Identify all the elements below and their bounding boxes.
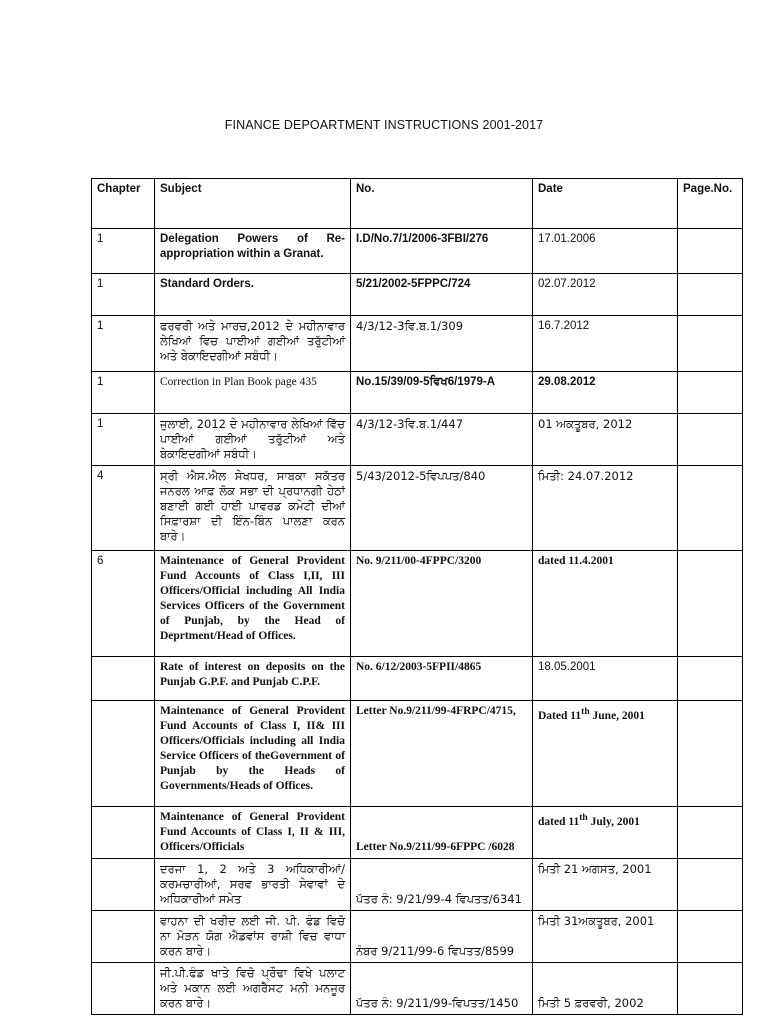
table-row bbox=[92, 551, 743, 657]
number-cell: No.15/39/09-5ਵਿਖ6/1979-A bbox=[351, 372, 533, 414]
table-row bbox=[92, 807, 743, 859]
subject-cell: ਦਰਜਾ 1, 2 ਅਤੇ 3 ਅਧਿਕਾਰੀਆਂ/ਕਰਮਚਾਰੀਆਂ, ਸਰਵ ਭਾਰਤੀ ਸੇਵਾਵਾਂ ਦੇ ਅਧਿਕਾਰੀਆਂ ਸਮੇਤ bbox=[155, 859, 351, 911]
date-cell: 17.01.2006 bbox=[533, 229, 678, 274]
header-no: No. bbox=[351, 179, 533, 229]
subject-cell: Standard Orders. bbox=[155, 274, 351, 316]
number-cell: No. 9/211/00-4FPPC/3200 bbox=[351, 551, 533, 657]
date-cell: ਮਿਤੀ: 24.07.2012 bbox=[533, 466, 678, 551]
table-row bbox=[92, 963, 743, 1015]
page-cell bbox=[678, 963, 743, 1015]
subject-cell: Correction in Plan Book page 435 bbox=[155, 372, 351, 414]
number-cell: Letter No.9/211/99-6FPPC /6028 bbox=[351, 807, 533, 859]
number-cell: No. 6/12/2003-5FPII/4865 bbox=[351, 657, 533, 701]
date-cell: 29.08.2012 bbox=[533, 372, 678, 414]
table-row bbox=[92, 859, 743, 911]
date-ordinal-suffix: th bbox=[581, 706, 590, 717]
number-cell: 4/3/12-3ਵਿ.ਬ.1/309 bbox=[351, 316, 533, 372]
subject-cell: ਜੀ.ਪੀ.ਫੰਡ ਖਾਤੇ ਵਿਚੋ ਪ੍ਰੌਢਾ ਵਿਖੇ ਪਲਾਟ ਅਤੇ ਮਕਾਨ ਲਈ ਅਗਰੈਸਟ ਮਨੀ ਮਨਜੂਰ ਕਰਨ ਬਾਰੇ। bbox=[155, 963, 351, 1015]
date-text: Dated 11 bbox=[538, 709, 582, 722]
chapter-cell: 1 bbox=[92, 372, 155, 414]
number-cell: ਨੰਬਰ 9/211/99-6 ਵਿਪਤਤ/8599 bbox=[351, 911, 533, 963]
page-cell bbox=[678, 701, 743, 807]
table-row bbox=[92, 372, 743, 414]
date-cell: ਮਿਤੀ 31ਅਕਤੂਬਰ, 2001 bbox=[533, 911, 678, 963]
date-cell: 02.07.2012 bbox=[533, 274, 678, 316]
table-row bbox=[92, 414, 743, 466]
header-chapter: Chapter bbox=[92, 179, 155, 229]
date-cell: 18.05.2001 bbox=[533, 657, 678, 701]
table-header-row bbox=[92, 179, 743, 229]
page-cell bbox=[678, 551, 743, 657]
page-cell bbox=[678, 414, 743, 466]
subject-cell: Maintenance of General Provident Fund Accounts of Class I, II& III Officers/Officials including all India Service Officers of theGovernment of Punjab by the Heads of Governments/Heads of Offices. bbox=[155, 701, 351, 807]
chapter-cell bbox=[92, 911, 155, 963]
chapter-cell: 1 bbox=[92, 229, 155, 274]
number-cell: 5/21/2002-5FPPC/724 bbox=[351, 274, 533, 316]
table-row bbox=[92, 911, 743, 963]
date-text-tail: July, 2001 bbox=[587, 815, 640, 828]
header-subject: Subject bbox=[155, 179, 351, 229]
table-row bbox=[92, 229, 743, 274]
table-row bbox=[92, 316, 743, 372]
chapter-cell: 1 bbox=[92, 274, 155, 316]
chapter-cell: 6 bbox=[92, 551, 155, 657]
page-cell bbox=[678, 657, 743, 701]
page-cell bbox=[678, 316, 743, 372]
subject-cell: ਸ੍ਰੀ ਐਸ.ਐਲ ਸੇਖਧਰ, ਸਾਬਕਾ ਸਕੱਤਰ ਜਨਰਲ ਆਫ਼ ਲੋਕ ਸਭਾ ਦੀ ਪ੍ਰਧਾਨਗੀ ਹੇਠਾਂ ਬਣਾਈ ਗਈ ਹਾਈ ਪਾਵਰਡ ਕਮੇਟੀ ਦੀਆਂ ਸਿਫ਼ਾਰਸ਼ਾ ਦੀ ਇੰਨ-ਬਿੰਨ ਪਾਲਣਾ ਕਰਨ ਬਾਰੇ। bbox=[155, 466, 351, 551]
table-row bbox=[92, 274, 743, 316]
table-row bbox=[92, 657, 743, 701]
subject-cell: ਫਰਵਰੀ ਅਤੇ ਮਾਰਚ,2012 ਦੇ ਮਹੀਨਾਵਾਰ ਲੇਖਿਆਂ ਵਿਚ ਪਾਈਆਂ ਗਈਆਂ ਤਰੁੱਟੀਆਂ ਅਤੇ ਬੇਕਾਇਦਗੀਆਂ ਸਬੰਧੀ। bbox=[155, 316, 351, 372]
page-cell bbox=[678, 229, 743, 274]
chapter-cell: 1 bbox=[92, 316, 155, 372]
instructions-table bbox=[91, 178, 743, 1015]
subject-cell: ਵਾਹਨਾ ਦੀ ਖਰੀਦ ਲਈ ਜੀ. ਪੀ. ਫੰਡ ਵਿਚੋ ਨਾ ਮੋੜਨ ਯੋਗ ਐਡਵਾਂਸ ਰਾਸ਼ੀ ਵਿਚ ਵਾਧਾ ਕਰਨ ਬਾਰੇ। bbox=[155, 911, 351, 963]
chapter-cell: 4 bbox=[92, 466, 155, 551]
number-cell: ਪੱਤਰ ਨੰ: 9/211/99-ਵਿਪਤਤ/1450 bbox=[351, 963, 533, 1015]
chapter-cell bbox=[92, 963, 155, 1015]
chapter-cell bbox=[92, 807, 155, 859]
table-row bbox=[92, 701, 743, 807]
date-cell bbox=[533, 807, 678, 859]
subject-cell: Rate of interest on deposits on the Punjab G.P.F. and Punjab C.P.F. bbox=[155, 657, 351, 701]
date-cell: ਮਿਤੀ 5 ਫ਼ਰਵਰੀ, 2002 bbox=[533, 963, 678, 1015]
date-cell: 16.7.2012 bbox=[533, 316, 678, 372]
number-cell: I.D/No.7/1/2006-3FBI/276 bbox=[351, 229, 533, 274]
chapter-cell bbox=[92, 859, 155, 911]
date-cell: 01 ਅਕਤੂਬਰ, 2012 bbox=[533, 414, 678, 466]
subject-cell: Maintenance of General Provident Fund Accounts of Class I, II & III, Officers/Officials bbox=[155, 807, 351, 859]
number-cell: 5/43/2012-5ਵਿਪਪਤ/840 bbox=[351, 466, 533, 551]
date-cell: ਮਿਤੀ 21 ਅਗਸਤ, 2001 bbox=[533, 859, 678, 911]
number-cell: 4/3/12-3ਵਿ.ਬ.1/447 bbox=[351, 414, 533, 466]
subject-cell: ਜੁਲਾਈ, 2012 ਦੇ ਮਹੀਨਾਵਾਰ ਲੇਖਿਆਂ ਵਿੱਚ ਪਾਈਆਂ ਗਈਆਂ ਤਰੁੱਟੀਆਂ ਅਤੇ ਬੇਕਾਇਦਗੀਆਂ ਸਬੰਧੀ। bbox=[155, 414, 351, 466]
chapter-cell: 1 bbox=[92, 414, 155, 466]
table-row bbox=[92, 466, 743, 551]
number-cell: ਪੱਤਰ ਨੰ: 9/21/99-4 ਵਿਪਤਤ/6341 bbox=[351, 859, 533, 911]
date-cell: dated 11.4.2001 bbox=[533, 551, 678, 657]
page-cell bbox=[678, 807, 743, 859]
page-cell bbox=[678, 466, 743, 551]
date-text-tail: June, 2001 bbox=[589, 709, 645, 722]
chapter-cell bbox=[92, 701, 155, 807]
page-cell bbox=[678, 274, 743, 316]
document-title: FINANCE DEPOARTMENT INSTRUCTIONS 2001-2017 bbox=[224, 118, 544, 132]
page-cell bbox=[678, 911, 743, 963]
header-date: Date bbox=[533, 179, 678, 229]
date-cell bbox=[533, 701, 678, 807]
date-text: dated 11 bbox=[538, 815, 580, 828]
number-cell: Letter No.9/211/99-4FRPC/4715, bbox=[351, 701, 533, 807]
header-page-no: Page.No. bbox=[678, 179, 743, 229]
page-cell bbox=[678, 372, 743, 414]
date-ordinal-suffix: th bbox=[579, 812, 588, 823]
subject-cell: Delegation Powers of Re-appropriation within a Granat. bbox=[155, 229, 351, 274]
page-cell bbox=[678, 859, 743, 911]
chapter-cell bbox=[92, 657, 155, 701]
subject-cell: Maintenance of General Provident Fund Accounts of Class I,II, III Officers/Official including All India Services Officers of the Government of Punjab, by the Head of Deprtment/Head of Offices. bbox=[155, 551, 351, 657]
